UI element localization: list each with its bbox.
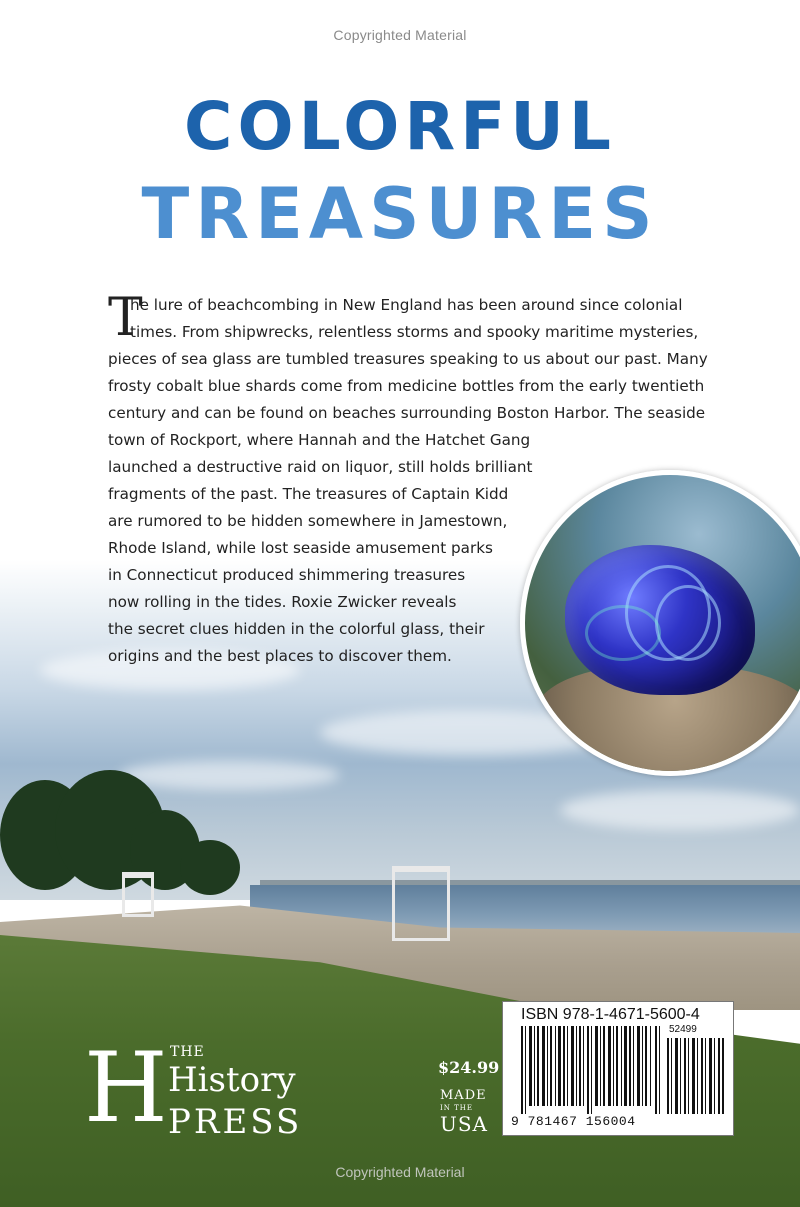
barcode-bars-supplement (667, 1038, 725, 1114)
logo-press: PRESS (168, 1102, 303, 1142)
drop-cap: T (108, 288, 143, 348)
blurb-line: are rumored to be hidden somewhere in Jamestown, (108, 512, 508, 530)
blurb-line: origins and the best places to discover them. (108, 647, 452, 665)
blurb-line: pieces of sea glass are tumbled treasures speaking to us about our past. Many (108, 350, 708, 368)
blurb-line: fragments of the past. The treasures of Captain Kidd (108, 485, 509, 503)
blurb-line: town of Rockport, where Hannah and the Hatchet Gang (108, 431, 531, 449)
in-the-text: IN THE (440, 1104, 473, 1112)
history-press-logo (84, 1032, 314, 1144)
blurb-line: frosty cobalt blue shards come from medicine bottles from the early twentieth (108, 377, 705, 395)
copyright-watermark-top: Copyrighted Material (333, 27, 467, 43)
barcode-digits: 9 781467 156004 (511, 1114, 636, 1129)
lifeguard-tower (122, 872, 154, 917)
logo-history: History (168, 1060, 296, 1100)
made-in-usa (440, 1088, 488, 1136)
blurb-line: century and can be found on beaches surrounding Boston Harbor. The seaside (108, 404, 706, 422)
sea-glass-photo (520, 470, 800, 776)
copyright-watermark-bottom: Copyrighted Material (335, 1164, 465, 1180)
blue-sea-glass (565, 545, 755, 695)
isbn-text: ISBN 978-1-4671-5600-4 (521, 1006, 700, 1023)
title-line-1: COLORFUL (184, 88, 616, 165)
made-text: MADE (440, 1088, 487, 1103)
blurb-line: launched a destructive raid on liquor, still holds brilliant (108, 458, 533, 476)
usa-text: USA (440, 1112, 488, 1136)
blurb-line: now rolling in the tides. Roxie Zwicker reveals (108, 593, 457, 611)
logo-the: THE (170, 1044, 205, 1060)
blurb-line: in Connecticut produced shimmering treasures (108, 566, 466, 584)
barcode-supplement-number: 52499 (669, 1024, 697, 1035)
isbn-barcode (502, 1001, 734, 1136)
price-label: $24.99 (438, 1058, 500, 1077)
logo-h-mark: H (84, 1032, 168, 1144)
title-line-2: TREASURES (141, 173, 659, 255)
blurb-line: the secret clues hidden in the colorful glass, their (108, 620, 485, 638)
blurb-line: Rhode Island, while lost seaside amusement parks (108, 539, 493, 557)
blurb-line: he lure of beachcombing in New England has been around since colonial (130, 296, 683, 314)
barcode-bars-main (521, 1026, 661, 1114)
lifeguard-tower (392, 866, 450, 941)
blurb-line: times. From shipwrecks, relentless storms and spooky maritime mysteries, (130, 323, 699, 341)
